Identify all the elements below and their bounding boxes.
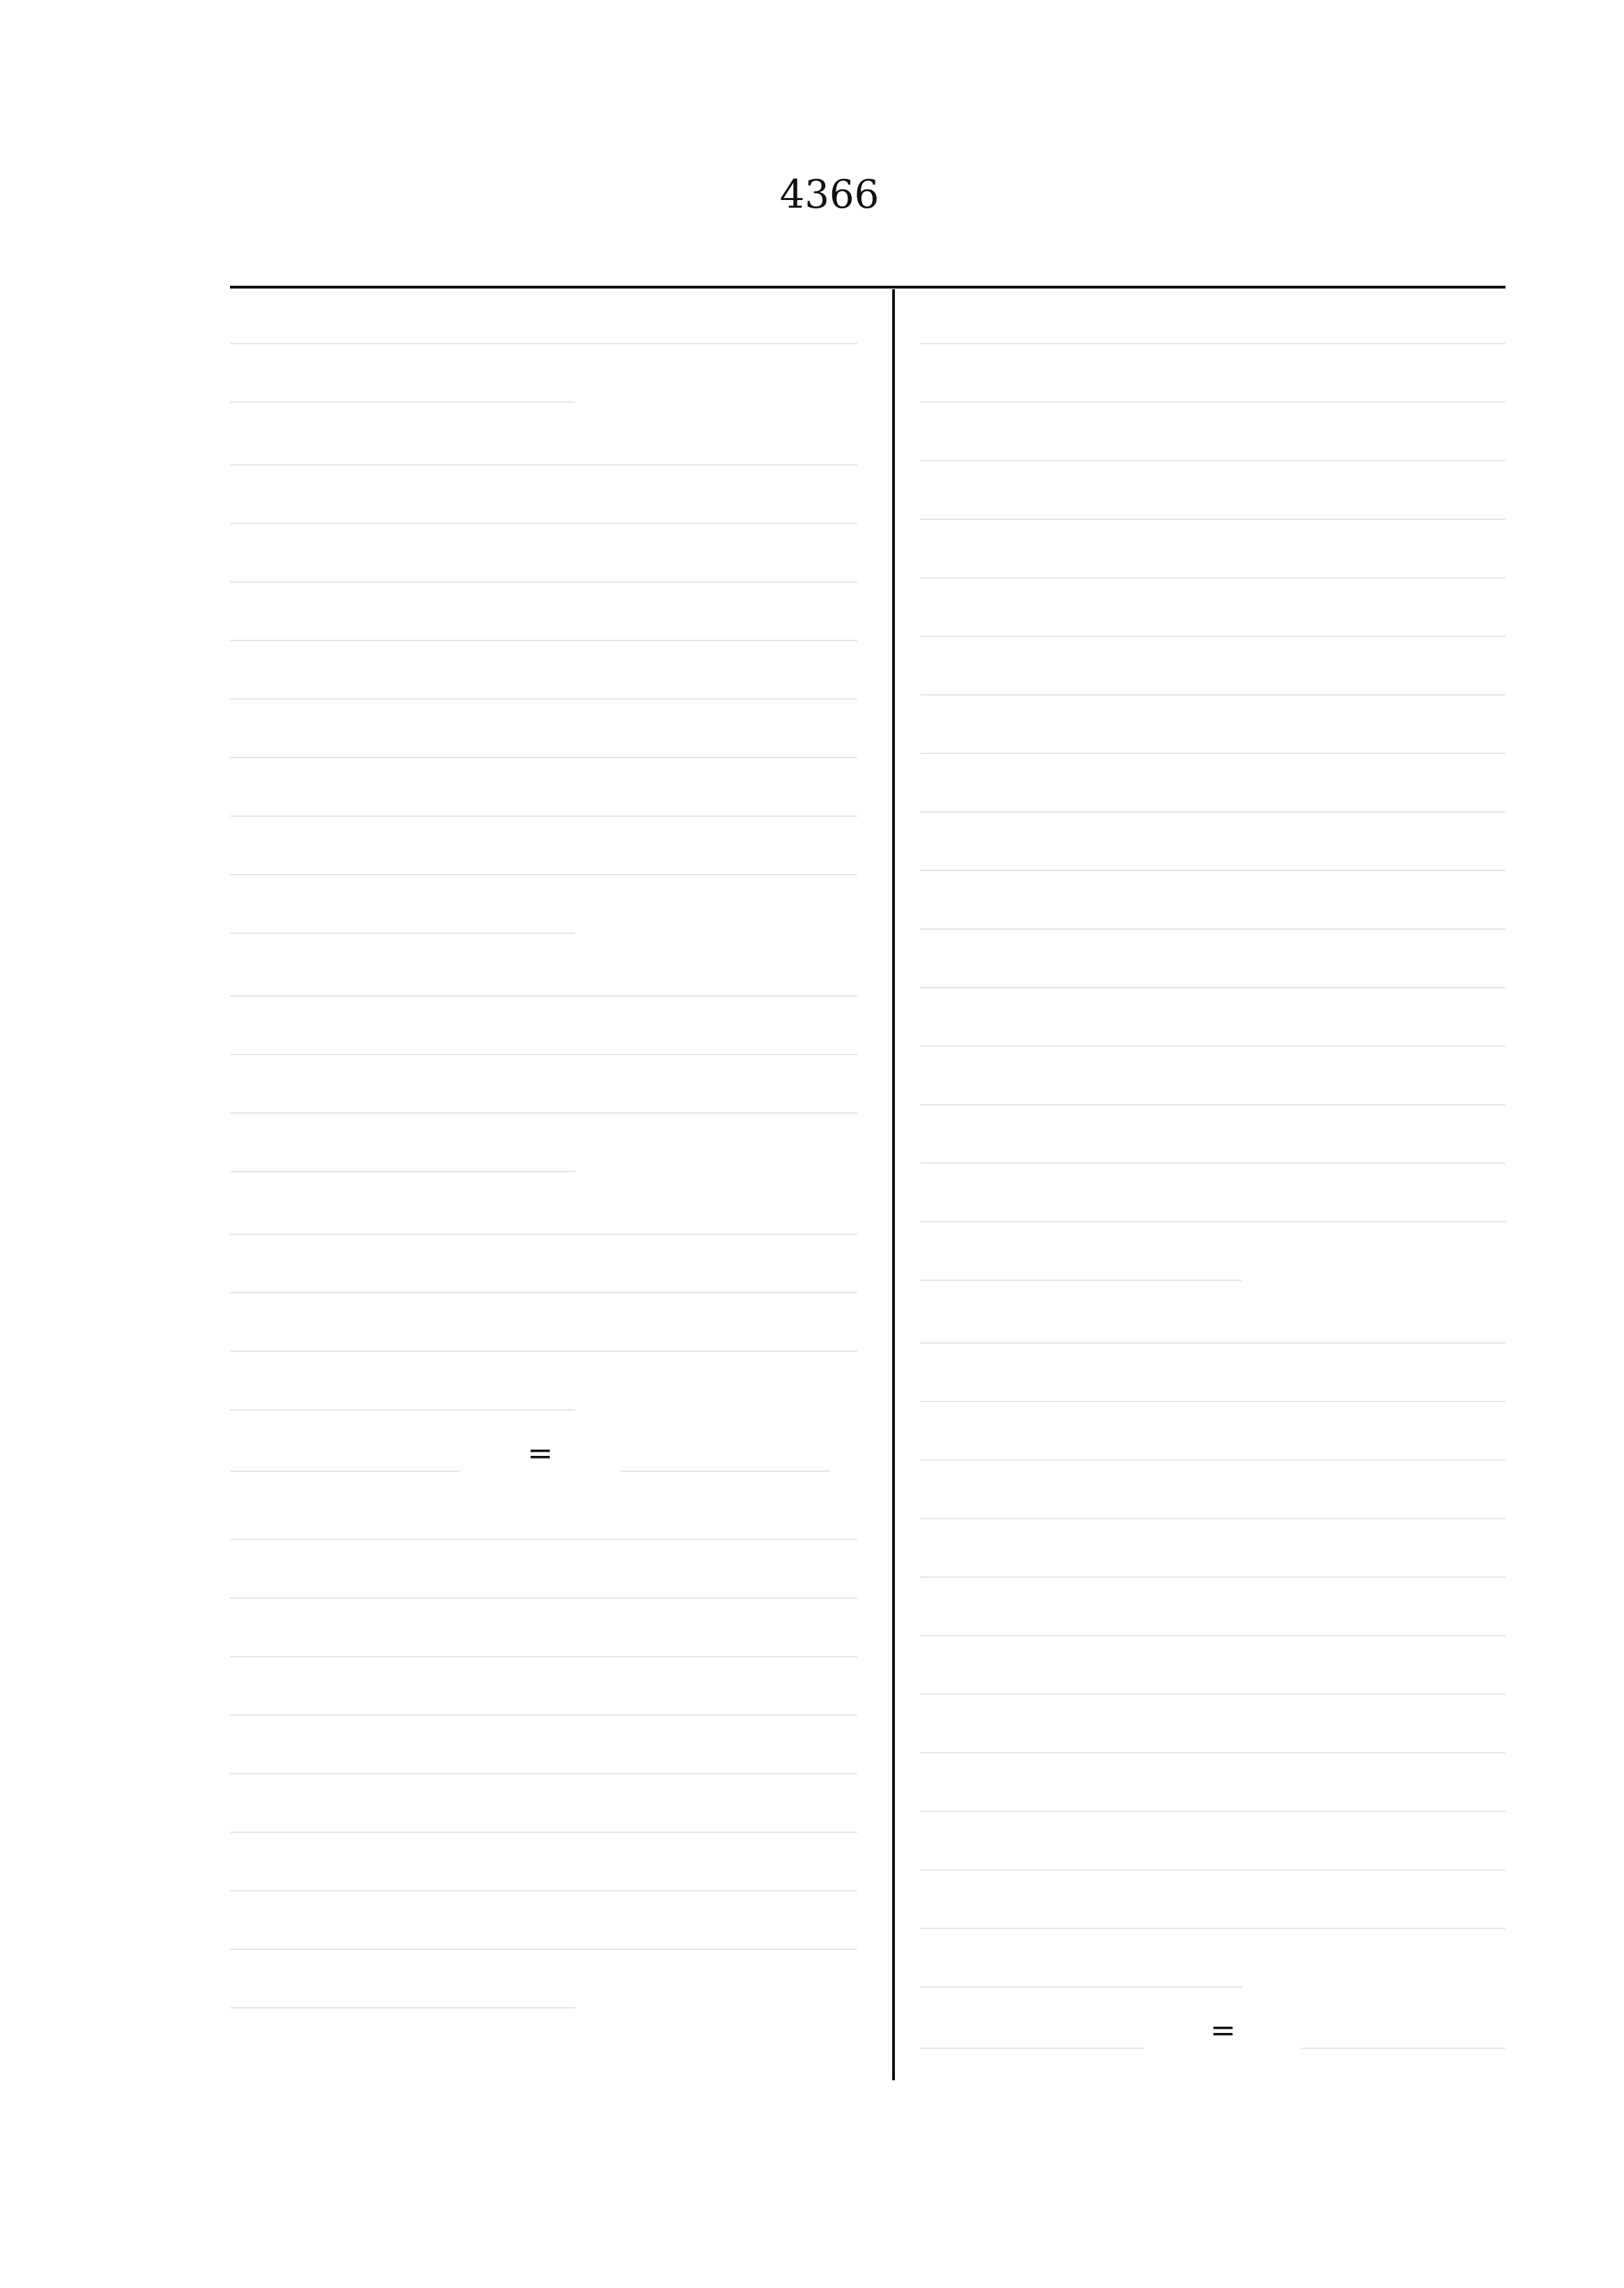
entry-line [920, 1002, 1506, 1047]
page-number: 4366 [779, 172, 880, 217]
entry-line [230, 1905, 857, 1950]
dictionary-entry [230, 300, 857, 403]
entry-line [230, 1307, 857, 1352]
xref-lemma [230, 1434, 460, 1472]
entry-line [230, 1190, 857, 1235]
equals-sign: = [527, 1435, 553, 1471]
entry-line [920, 944, 1506, 988]
entry-line [920, 1178, 1506, 1222]
entry-line [920, 827, 1506, 871]
entry-line [920, 1358, 1506, 1402]
entry-line [920, 1533, 1506, 1578]
xref-lemma [920, 2011, 1144, 2049]
entry-line [920, 417, 1506, 461]
dictionary-entry [230, 1190, 857, 1411]
entry-line [920, 300, 1506, 344]
column-divider [892, 289, 895, 2080]
entry-line [920, 1416, 1506, 1461]
dictionary-entry [920, 2006, 1506, 2055]
entry-line [230, 1613, 857, 1657]
entry-line [920, 1709, 1506, 1753]
entry-line [920, 1767, 1506, 1812]
entry-line [230, 421, 857, 466]
entry-line [230, 772, 857, 817]
entry-line [920, 768, 1506, 813]
entry-line [920, 885, 1506, 930]
dictionary-entry [230, 421, 857, 934]
dictionary-entry [230, 952, 857, 1172]
entry-line [920, 592, 1506, 637]
entry-line [920, 1236, 1242, 1281]
xref-target [1301, 2011, 1506, 2049]
header-rule [230, 286, 1506, 289]
entry-line [920, 475, 1506, 520]
entry-line [230, 1128, 575, 1172]
equals-sign: = [1210, 2012, 1236, 2048]
left-column [230, 300, 857, 2027]
entry-line [230, 1847, 857, 1891]
entry-line [230, 358, 575, 403]
entry-line [920, 1061, 1506, 1105]
entry-line [230, 1069, 857, 1114]
entry-line [920, 1299, 1506, 1344]
running-head [230, 174, 648, 223]
entry-line [920, 358, 1506, 403]
entry-line [230, 597, 857, 641]
entry-line [230, 1964, 575, 2009]
right-column [920, 300, 1506, 2073]
entry-line [920, 709, 1506, 754]
entry-line [230, 479, 857, 524]
cross-reference [230, 1429, 857, 1477]
entry-line [920, 1592, 1506, 1636]
entry-line [230, 1366, 575, 1411]
entry-line [230, 300, 857, 344]
entry-line [230, 1788, 857, 1833]
entry-line [230, 1011, 857, 1055]
entry-line [230, 1730, 857, 1774]
entry-line [920, 1475, 1506, 1519]
cross-reference [920, 2006, 1506, 2055]
entry-line [230, 655, 857, 700]
entry-line [230, 1554, 857, 1599]
entry-line [230, 1671, 857, 1716]
entry-line [920, 534, 1506, 578]
entry-line [920, 1650, 1506, 1695]
dictionary-entry [920, 300, 1506, 1281]
entry-line [230, 831, 857, 875]
dictionary-entry [230, 1496, 857, 2009]
entry-line [920, 1884, 1506, 1929]
entry-line [230, 714, 857, 758]
entry-line [230, 889, 575, 934]
entry-line [230, 1249, 857, 1293]
entry-line [920, 651, 1506, 696]
dictionary-entry [230, 1429, 857, 1477]
entry-line [230, 1496, 857, 1540]
entry-line [920, 1119, 1506, 1164]
entry-line [920, 1943, 1242, 1988]
dictionary-entry [920, 1299, 1506, 1988]
xref-target [620, 1434, 829, 1472]
entry-line [230, 538, 857, 583]
entry-line [920, 1826, 1506, 1871]
entry-line [230, 952, 857, 997]
